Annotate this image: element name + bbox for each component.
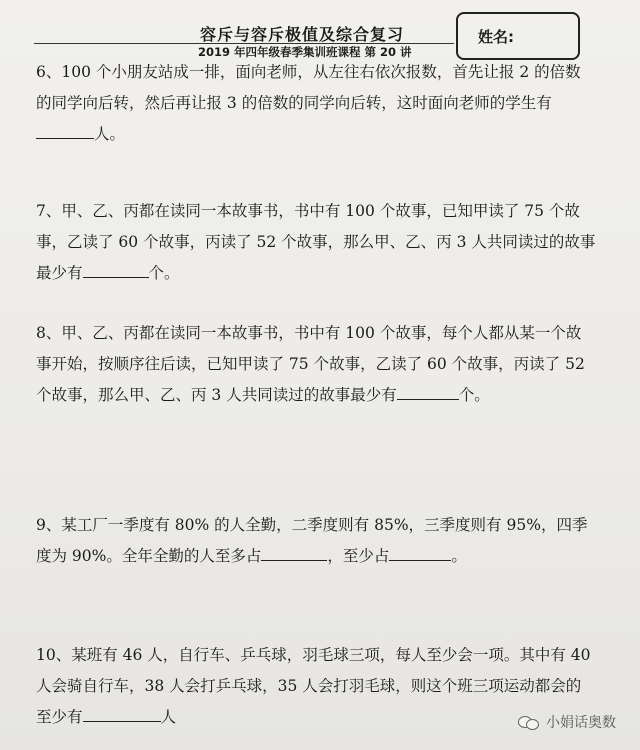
- answer-blank[interactable]: [83, 707, 161, 722]
- name-field-box[interactable]: [456, 12, 580, 60]
- name-label: 姓名:: [478, 28, 514, 46]
- question-number: 8、: [36, 324, 62, 342]
- answer-blank[interactable]: [36, 124, 94, 139]
- wechat-icon: [518, 714, 540, 730]
- question-9: [36, 510, 596, 572]
- answer-blank-min[interactable]: [389, 546, 451, 561]
- question-number: 6、: [36, 63, 62, 81]
- question-text: 某班有 46 人，自行车、乒乓球，羽毛球三项，每人至少会一项。其中有 40 人会骑自行车，38 人会打乒乓球，35 人会打羽毛球，则这个班三项运动都会的至少有: [36, 646, 591, 726]
- question-text: 某工厂一季度有 80% 的人全勤，二季度则有 85%，三季度则有 95%，四季度为 90%。全年全勤的人至多占: [36, 516, 588, 565]
- watermark-text: 小娟话奥数: [546, 715, 616, 731]
- question-mid-text: ，至少占: [327, 547, 390, 565]
- answer-blank-max[interactable]: [261, 546, 327, 561]
- question-number: 7、: [36, 202, 62, 220]
- question-text: 甲、乙、丙都在读同一本故事书，书中有 100 个故事，已知甲读了 75 个故事，乙读了 60 个故事，丙读了 52 个故事，那么甲、乙、丙 3 人共同读过的故事最少有: [36, 202, 596, 282]
- question-suffix: 人: [160, 708, 177, 726]
- question-suffix: 个。: [458, 386, 490, 404]
- watermark: [518, 712, 616, 732]
- answer-blank[interactable]: [83, 263, 149, 278]
- worksheet-subtitle: 2019 年四年级春季集训班课程 第 20 讲: [198, 45, 412, 59]
- question-suffix: 个。: [148, 264, 180, 282]
- question-number: 9、: [36, 516, 62, 534]
- question-text: 100 个小朋友站成一排，面向老师，从左往右依次报数，首先让报 2 的倍数的同学向后转，然后再让报 3 的倍数的同学向后转，这时面向老师的学生有: [36, 63, 581, 112]
- question-suffix: 人。: [94, 125, 126, 143]
- answer-blank[interactable]: [397, 385, 459, 400]
- question-text: 甲、乙、丙都在读同一本故事书，书中有 100 个故事，每个人都从某一个故事开始，按顺序往后读，已知甲读了 75 个故事，乙读了 60 个故事，丙读了 52 个故事，那么甲、乙、丙 3 人共同读过的故事最少有: [36, 324, 585, 404]
- question-7: [36, 196, 596, 289]
- question-6: [36, 57, 596, 150]
- question-8: [36, 318, 596, 411]
- worksheet-title: 容斥与容斥极值及综合复习: [200, 25, 405, 44]
- question-10: [36, 640, 596, 733]
- question-suffix: 。: [451, 547, 467, 565]
- question-number: 10、: [36, 646, 72, 664]
